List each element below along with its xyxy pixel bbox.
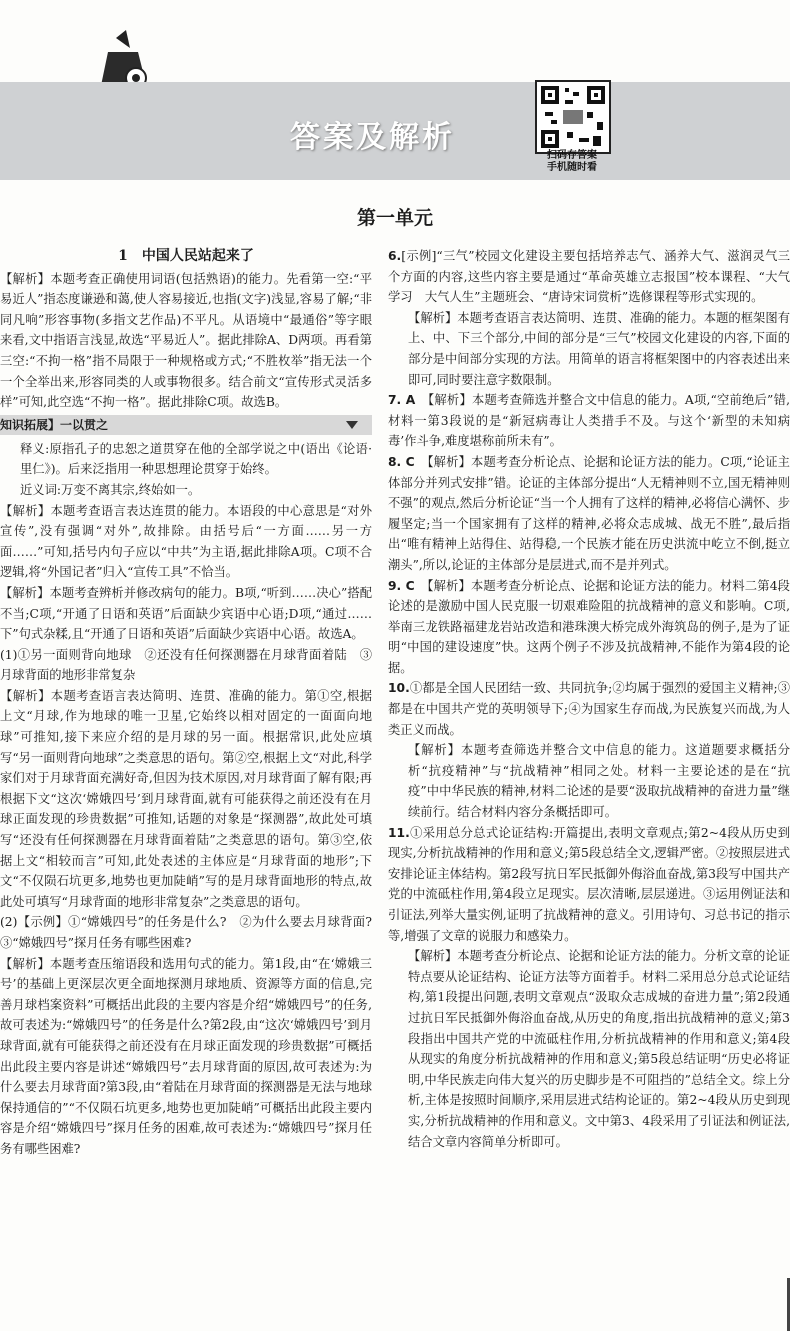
answer-2-analysis: 【解析】本题考查语言表达连贯的能力。本语段的中心意思是“对外宣传”,没有强调“对外”,故排除。由括号后“一方面……另一方面……”可知,括号内句子应以“中共”为主语,据此排除A项。C项不合逻辑,将“外国记者”归入“宣传工具”不恰当。 [0,503,372,580]
answer-10-analysis: 【解析】本题考查筛选并整合文中信息的能力。这道题要求概括分析“抗疫精神”与“抗战精神”相同之处。材料一主要论述的是在“抗疫”中中华民族的精神,材料二论述的是要“汲取抗战精神的奋进力量”继续前行。结合材料内容分条概括即可。 [408,743,790,820]
qr-caption [532,150,612,174]
answer-8 [388,452,790,576]
left-column [0,246,372,1160]
answer-4-part1: (1)①另一面则背向地球 ②还没有任何探测器在月球背面着陆 ③月球背面的地形非常复杂 [0,647,372,683]
answer-7-text: 【解析】本题考查筛选并整合文中信息的能力。A项,“空前绝后”错,材料一第3段说的是“新冠病毒让人类措手不及。与这个‘新型的未知病毒’作斗争,难度堪称前所未有”。 [388,393,790,449]
answer-4-part1-analysis: 【解析】本题考查语言表达简明、连贯、准确的能力。第①空,根据上文“月球,作为地球的唯一卫星,它始终以相对固定的一面面向地球”可推知,接下来应介绍的是月球的另一面。根据常识,此处应填写“另一面则背向地球”之类意思的语句。第②空,根据上文“对此,科学家们对于月球背面充满好奇,但因为技术原因,对月球背面了解有限;再根据下文“这次‘嫦娥四号’到月球背面,就有可能获得之前还没有在月球正面发现的珍贵数据”可推知,话题的对象是“探测器”,故此处可填写“还没有任何探测器在月球背面着陆”之类意思的语句。第③空,依据上文“相较而言”可知,此处表述的主体应是“月球背面的地形”;下文“不仅陨石坑更多,地势也更加陡峭”写的是月球背面地形的特点,故此处可填写“月球背面的地形非常复杂”之类意思的语句。 [0,688,372,909]
answer-4-part2-analysis: 【解析】本题考查压缩语段和选用句式的能力。第1段,由“在‘嫦娥三号’的基础上更深层次更全面地探测月球地质、资源等方面的信息,完善月球档案资料”可概括出此段的主要内容是介绍“嫦娥四号”的任务,故可表述为:“嫦娥四号”的任务是什么?第2段,由“这次‘嫦娥四号’到月球背面,就有可能获得之前还没有在月球正面发现的珍贵数据”可概括出此段主要内容是讲述“嫦娥四号”去月球背面的原因,故可表述为:为什么要去月球背面?第3段,由“着陆在月球背面的探测器是无法与地球保持通信的”“不仅陨石坑更多,地势也更加陡峭”可概括出此段主要内容是介绍“嫦娥四号”探月任务的困难,故可表述为:“嫦娥四号”探月任务有哪些困难? [0,956,372,1156]
answer-11 [388,823,790,947]
answer-9-text: 【解析】本题考查分析论点、论据和论证方法的能力。材料二第4段论述的是激励中国人民克服一切艰难险阻的抗战精神的意义和影响。C项,举南三龙铁路福建龙岩站改造和港珠澳大桥完成外海筑岛的例子,是为了证明“中国的建设速度”快。这两个例子不涉及抗战精神,不能作为第4段的论据。 [388,578,790,675]
answer-10 [388,678,790,740]
knowledge-expansion-label: 知识拓展】一以贯之 [0,417,109,432]
right-column [388,246,790,1152]
answer-9 [388,576,790,679]
triangle-down-icon [346,421,358,429]
answer-6 [388,246,790,308]
qr-code-icon[interactable] [535,80,611,154]
lesson-title: 1 中国人民站起来了 [118,248,254,264]
page-title: 答案及解析 [290,120,455,155]
answer-7 [388,390,790,452]
answer-11-analysis: 【解析】本题考查分析论点、论据和论证方法的能力。分析文章的论证特点要从论证结构、论证方法等方面着手。材料二采用总分总式论证结构,第1段提出问题,表明文章观点“汲取众志成城的奋进力量”;第2段通过抗日军民抵御外侮浴血奋战,从历史的角度,指出抗战精神的意义;第3段指出中国共产党的中流砥柱作用,分析抗战精神的作用和意义;第4段从现实的角度分析抗战精神的作用和意义;第5段总结证明“历史必将证明,中华民族走向伟大复兴的历史脚步是不可阻挡的”总结全文。综上分析,主体是按照时间顺序,采用层进式结构论证的。第2~4段从历史到现实,分析抗战精神的作用和意义。文中第3、4段采用了引证法和例证法,结合文章内容简单分析即可。 [408,949,790,1149]
answer-11-number: 11. [388,825,410,840]
qr-caption-line2: 手机随时看 [547,162,597,173]
answer-8-number: 8. C [388,454,415,469]
answer-8-text: 【解析】本题考查分析论点、论据和论证方法的能力。C项,“论证主体部分并列式安排”错。论证的主体部分提出“人无精神则不立,国无精神则不强”的观点,然后分析论证“当一个人拥有了这样的精神,必将信心满怀、步履坚定;当一个国家拥有了这样的精神,必将众志成城、战无不胜”,最后指出“唯有精神上站得住、站得稳,一个民族才能在历史洪流中屹立不倒,挺立潮头”,所以,论证的主体部分是层进式,而不是并列式。 [388,454,790,572]
answer-9-number: 9. C [388,578,415,593]
qr-caption-line1: 扫码存答案 [547,150,597,161]
answer-3-analysis: 【解析】本题考查辨析并修改病句的能力。B项,“听到……决心”搭配不当;C项,“开通了日语和英语”后面缺少宾语中心语;D项,“通过……下”句式杂糅,且“开通了日语和英语”后面缺少宾语中心语。故选A。 [0,585,372,642]
answer-7-number: 7. A [388,393,416,408]
unit-title: 第一单元 [356,207,433,229]
answer-6-number: 6. [388,249,402,263]
answer-10-text: ①都是全国人民团结一致、共同抗争;②均属于强烈的爱国主义精神;③都是在中国共产党的英明领导下;④为国家生存而战,为民族复兴而战,为人类正义而战。 [388,681,790,737]
knowledge-expansion-box [0,415,372,435]
answer-6-text: [示例]“三气”校园文化建设主要包括培养志气、涵养大气、滋润灵气三个方面的内容,这些内容主要是通过“革命英雄立志报国”校本课程、“大气学习 大气人生”主题班会、“唐诗宋词赏析”选修课程等形式实现的。 [388,249,790,305]
answer-10-number: 10. [388,681,410,696]
answer-4-part2: (2)【示例】①“嫦娥四号”的任务是什么? ②为什么要去月球背面?③“嫦娥四号”探月任务有哪些困难? [0,915,372,950]
answer-6-analysis: 【解析】本题考查语言表达简明、连贯、准确的能力。本题的框架图有上、中、下三个部分,中间的部分是“三气”校园文化建设的内容,下面的部分是中间部分实现的方法。用简单的语言将框架图中的内容表述出来即可,同时要注意字数限制。 [408,310,790,387]
answer-11-text: ①采用总分总式论证结构:开篇提出,表明文章观点;第2~4段从历史到现实,分析抗战精神的作用和意义;第5段总结全文,逻辑严密。②按照层进式安排论证主体结构。第2段写抗日军民抵御外侮浴血奋战,第3段写中国共产党的中流砥柱作用,第4段立足现实。层次清晰,层层递进。③运用例证法和引证法,列举大量实例,证明了抗战精神的意义。引用诗句、习总书记的指示等,增强了文章的说服力和感染力。 [388,825,790,943]
answer-1-analysis: 【解析】本题考查正确使用词语(包括熟语)的能力。先看第一空:“平易近人”指态度谦逊和蔼,使人容易接近,也指(文字)浅显,容易了解;“非同凡响”形容事物(多指文艺作品)不平凡。从语境中“最通俗”等字眼来看,文中指语言浅显,故选“平易近人”。据此排除A、D两项。再看第三空:“不拘一格”指不局限于一种规格或方式;“不胜枚举”指无法一个一个全举出来,形容同类的人或事物很多。结合前文“宣传形式灵活多样”可知,此空选“不拘一格”。据此排除C项。故选B。 [0,271,372,410]
idiom-synonyms: 近义词:万变不离其宗,终始如一。 [20,482,201,497]
idiom-definition: 释义:原指孔子的忠恕之道贯穿在他的全部学说之中(语出《论语·里仁》)。后来泛指用一种思想理论贯穿于始终。 [20,441,372,477]
